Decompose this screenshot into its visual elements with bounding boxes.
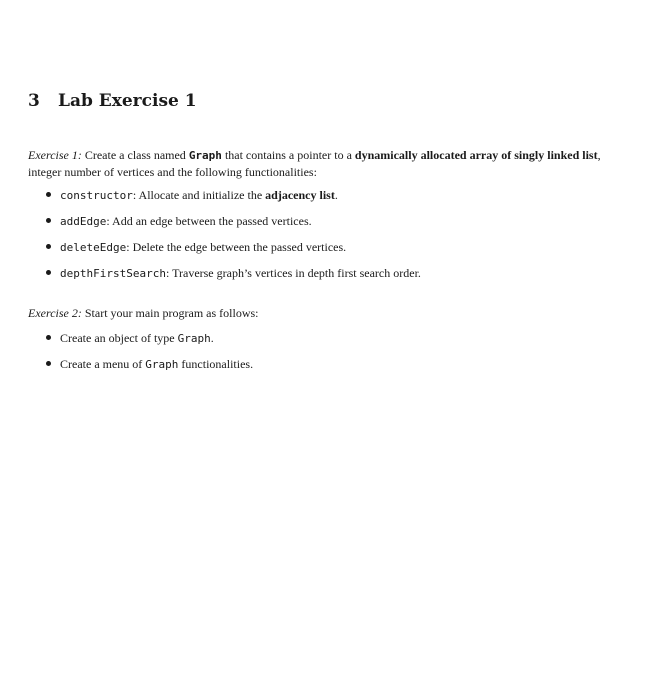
bullet-icon bbox=[46, 335, 51, 340]
item-code: Graph bbox=[145, 358, 179, 371]
item-text: Create a menu of bbox=[60, 357, 143, 371]
exercise-1-class-name: Graph bbox=[188, 149, 222, 162]
bullet-icon bbox=[46, 270, 51, 275]
exercise-1-emphasis: dynamically allocated array of singly linked list bbox=[354, 148, 598, 162]
section-title: Lab Exercise 1 bbox=[58, 91, 197, 111]
item-emphasis: adjacency list bbox=[265, 188, 335, 202]
item-code: addEdge bbox=[60, 215, 107, 228]
item-text: Create an object of type bbox=[60, 331, 175, 345]
item-code: depthFirstSearch bbox=[60, 267, 166, 280]
item-text: : Traverse graph’s vertices in depth first search order. bbox=[165, 266, 421, 280]
list-item bbox=[46, 187, 626, 204]
exercise-1-intro-c: , integer number of vertices and the following functionalities: bbox=[28, 148, 601, 179]
section-number: 3 bbox=[28, 91, 40, 111]
list-item bbox=[46, 265, 626, 282]
exercise-1-list bbox=[46, 187, 626, 291]
item-text-end: . bbox=[334, 188, 338, 202]
exercise-1-label: Exercise 1: bbox=[28, 148, 82, 162]
bullet-icon bbox=[46, 218, 51, 223]
section-heading bbox=[28, 90, 197, 112]
item-code: deleteEdge bbox=[60, 241, 127, 254]
item-code: constructor bbox=[60, 189, 133, 202]
exercise-2-paragraph bbox=[28, 305, 628, 321]
exercise-1-paragraph bbox=[28, 147, 628, 180]
list-item bbox=[46, 330, 626, 347]
item-code: Graph bbox=[177, 332, 211, 345]
bullet-icon bbox=[46, 361, 51, 366]
item-text-end: functionalities. bbox=[181, 357, 254, 371]
exercise-2-intro: Start your main program as follows: bbox=[84, 306, 259, 320]
exercise-2-label: Exercise 2: bbox=[28, 306, 82, 320]
exercise-1-intro-b: that contains a pointer to a bbox=[224, 148, 352, 162]
item-text: : Delete the edge between the passed vertices. bbox=[126, 240, 347, 254]
list-item bbox=[46, 213, 626, 230]
item-text-end: . bbox=[210, 331, 214, 345]
list-item bbox=[46, 239, 626, 256]
exercise-2-list bbox=[46, 330, 626, 382]
bullet-icon bbox=[46, 192, 51, 197]
item-text: : Allocate and initialize the bbox=[132, 188, 263, 202]
item-text: : Add an edge between the passed vertices. bbox=[106, 214, 312, 228]
exercise-1-intro-a: Create a class named bbox=[84, 148, 186, 162]
bullet-icon bbox=[46, 244, 51, 249]
list-item bbox=[46, 356, 626, 373]
